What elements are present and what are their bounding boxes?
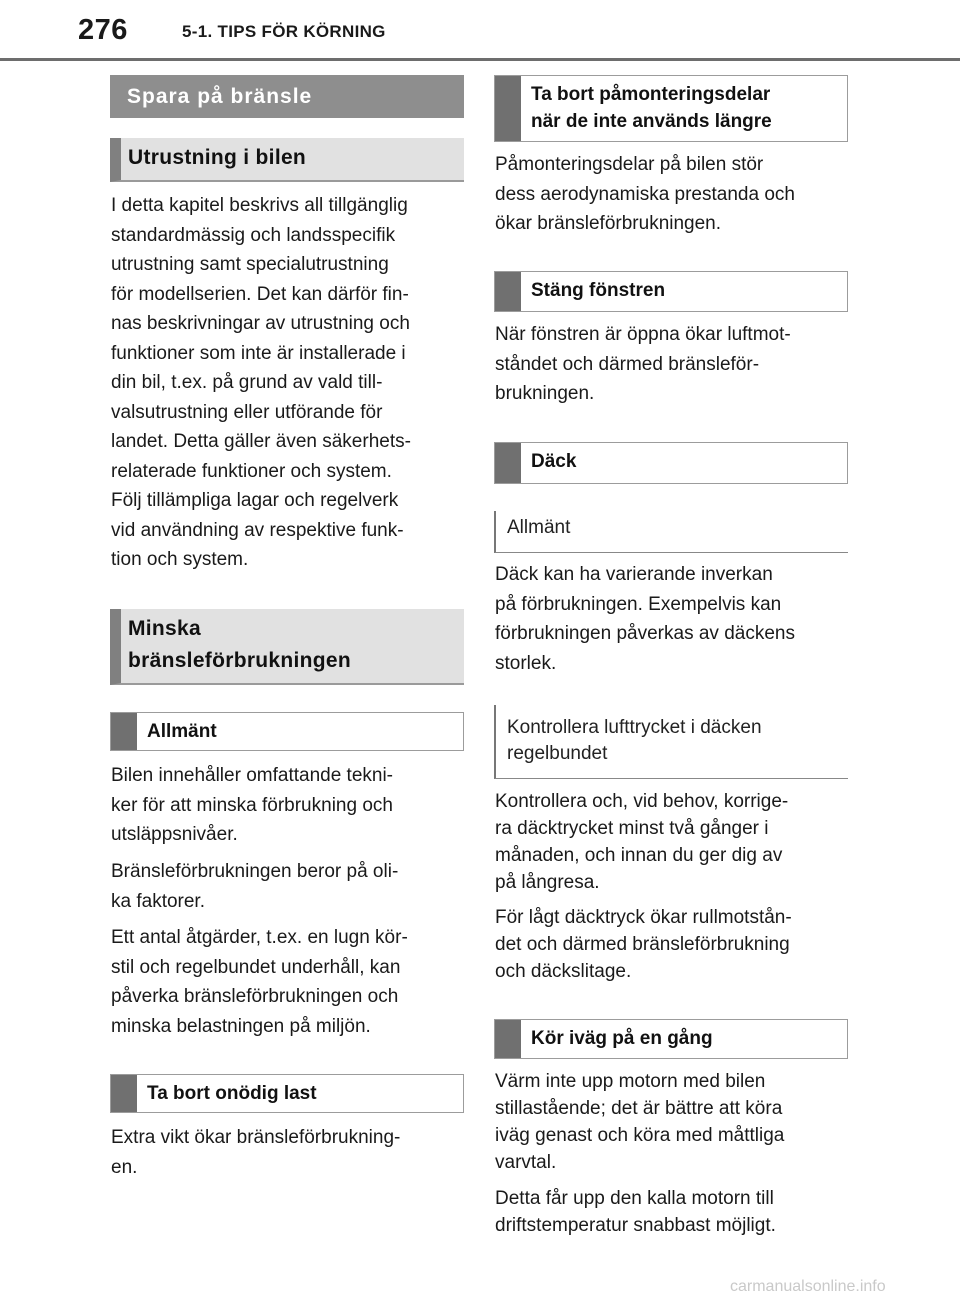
heading-tire-pressure-line1: Kontrollera lufttrycket i däcken [507, 717, 762, 738]
heading-equipment: Utrustning i bilen [110, 138, 464, 182]
text-line: Bilen innehåller omfattande tekni- [111, 765, 394, 786]
general-para2 [111, 857, 471, 916]
text-line: Extra vikt ökar bränsleförbrukning- [111, 1127, 401, 1148]
text-line: valsutrustning eller utförande för [111, 401, 383, 423]
text-line: landet. Detta gäller även säkerhets- [111, 431, 411, 452]
text-line: för modellserien. Det kan därför fin- [111, 283, 409, 305]
general-para1 [111, 761, 471, 850]
text-line: minska belastningen på miljön. [111, 1015, 371, 1037]
remove-load-text [111, 1123, 471, 1182]
text-line: iväg genast och köra med måttliga [495, 1125, 785, 1146]
heading-reduce-line2: bränsleförbrukningen [128, 649, 352, 672]
text-line: Bränsleförbrukningen beror på oli- [111, 861, 399, 882]
heading-attachments-line1: Ta bort påmonteringsdelar [531, 84, 771, 105]
page-number: 276 [78, 14, 128, 46]
text-line: stillastående; det är bättre att köra [495, 1098, 783, 1119]
text-line: varvtal. [495, 1152, 557, 1173]
text-line: funktioner som inte är installerade i [111, 342, 406, 364]
text-line: Följ tillämpliga lagar och regelverk [111, 490, 399, 511]
heading-drive-off [494, 1019, 848, 1059]
text-line: dess aerodynamiska prestanda och [495, 183, 795, 205]
heading-reduce-consumption [110, 609, 464, 685]
text-line: Värm inte upp motorn med bilen [495, 1071, 766, 1092]
drive-off-para2 [495, 1185, 855, 1239]
tire-pressure-para1 [495, 788, 855, 896]
heading-tires-label: Däck [531, 451, 577, 472]
text-line: Ett antal åtgärder, t.ex. en lugn kör- [111, 927, 408, 948]
text-line: din bil, t.ex. på grund av vald till- [111, 372, 383, 393]
text-line: utrustning samt specialutrustning [111, 254, 389, 275]
text-line: ka faktorer. [111, 890, 205, 912]
tire-pressure-para2 [495, 904, 855, 985]
attachments-text [495, 150, 855, 239]
text-line: förbrukningen påverkas av däckens [495, 623, 795, 644]
tires-general-text [495, 560, 855, 678]
text-line: nas beskrivningar av utrustning och [111, 313, 410, 334]
text-line: tion och system. [111, 549, 249, 570]
text-line: en. [111, 1156, 138, 1178]
watermark: carmanualsonline.info [730, 1278, 886, 1295]
text-line: på förbrukningen. Exempelvis kan [495, 593, 782, 615]
heading-attachments-line2: när de inte används längre [531, 111, 772, 132]
heading-drive-off-label: Kör iväg på en gång [531, 1028, 713, 1049]
text-line: För lågt däcktryck ökar rullmotstån- [495, 907, 792, 928]
heading-reduce-line1: Minska [128, 617, 201, 640]
text-line: Kontrollera och, vid behov, korrige- [495, 791, 789, 812]
heading-windows [494, 271, 848, 312]
heading-tires [494, 442, 848, 484]
text-line: vid användning av respektive funk- [111, 519, 404, 541]
text-line: Detta får upp den kalla motorn till [495, 1188, 774, 1209]
heading-windows-label: Stäng fönstren [531, 280, 666, 301]
text-line: Däck kan ha varierande inverkan [495, 564, 773, 585]
text-line: ra däcktrycket minst två gånger i [495, 818, 769, 839]
text-line: påverka bränsleförbrukningen och [111, 986, 399, 1007]
equipment-text [111, 191, 471, 575]
heading-general-left [110, 712, 464, 751]
text-line: månaden, och innan du ger dig av [495, 845, 783, 866]
text-line: driftstemperatur snabbast möjligt. [495, 1215, 776, 1236]
text-line: relaterade funktioner och system. [111, 460, 392, 482]
heading-tires-general: Allmänt [494, 511, 848, 553]
text-line: Påmonteringsdelar på bilen stör [495, 154, 764, 175]
text-line: standardmässig och landsspecifik [111, 224, 396, 246]
text-line: utsläppsnivåer. [111, 824, 238, 845]
general-para3 [111, 923, 471, 1041]
text-line: I detta kapitel beskrivs all tillgänglig [111, 195, 408, 216]
section-title: Spara på bränsle [110, 75, 464, 118]
text-line: det och därmed bränsleförbrukning [495, 934, 790, 955]
header-divider [0, 58, 960, 61]
text-line: storlek. [495, 652, 557, 674]
text-line: ker för att minska förbrukning och [111, 794, 393, 816]
text-line: stil och regelbundet underhåll, kan [111, 956, 401, 978]
text-line: ståndet och därmed bränsleför- [495, 353, 760, 375]
text-line: brukningen. [495, 383, 595, 404]
heading-general-left-label: Allmänt [147, 721, 217, 742]
chapter-title: 5-1. TIPS FÖR KÖRNING [182, 22, 386, 41]
text-line: på långresa. [495, 872, 600, 893]
heading-tire-pressure-line2: regelbundet [507, 743, 608, 764]
drive-off-para1 [495, 1068, 855, 1176]
page-header [0, 0, 960, 62]
heading-remove-load [110, 1074, 464, 1113]
windows-text [495, 320, 855, 409]
text-line: ökar bränsleförbrukningen. [495, 213, 722, 234]
heading-attachments [494, 75, 848, 142]
heading-tire-pressure [494, 705, 848, 779]
text-line: När fönstren är öppna ökar luftmot- [495, 324, 791, 345]
heading-remove-load-label: Ta bort onödig last [147, 1083, 317, 1104]
text-line: och däckslitage. [495, 961, 632, 982]
